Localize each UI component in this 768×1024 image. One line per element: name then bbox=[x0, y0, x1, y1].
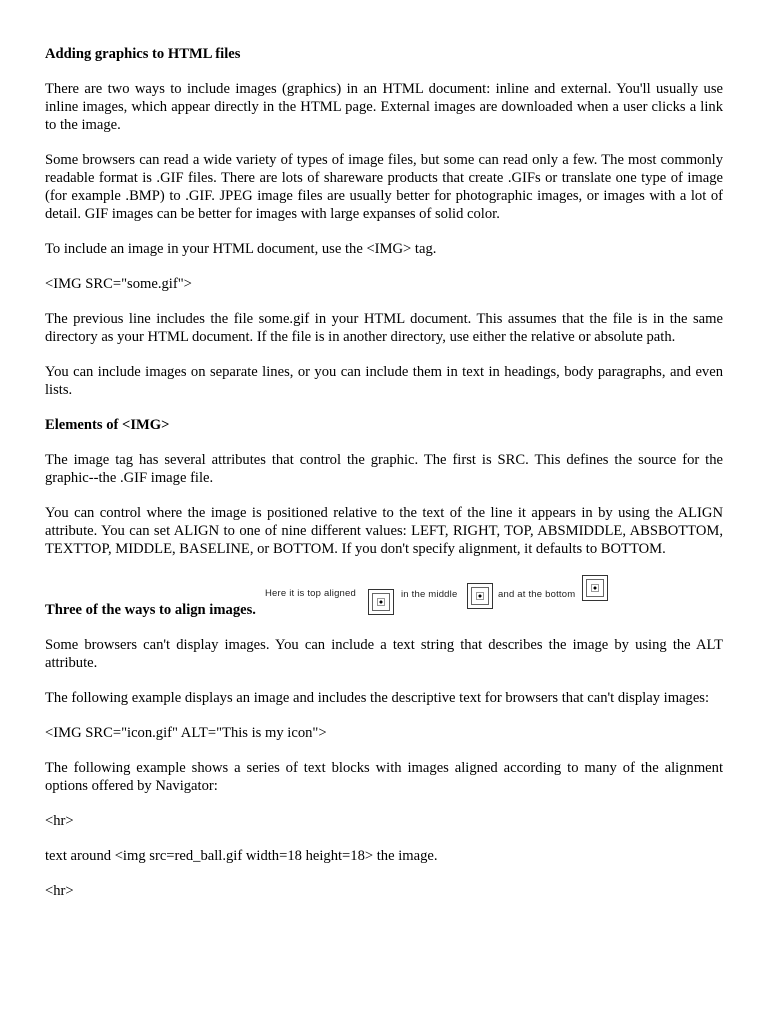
demo-text-bottom: and at the bottom bbox=[498, 589, 576, 600]
code-example-text-around: text around <img src=red_ball.gif width=18 height=18> the image. bbox=[45, 848, 438, 864]
frame-image-icon bbox=[582, 575, 608, 601]
paragraph-separate-lines: You can include images on separate lines, or you can include them in text in headings, body paragraphs, and even lists. bbox=[45, 364, 723, 398]
section-heading-adding-graphics: Adding graphics to HTML files bbox=[45, 46, 241, 62]
paragraph-navigator-alignment: The following example shows a series of text blocks with images aligned according to many of the alignment options offered by Navigator: bbox=[45, 760, 723, 794]
paragraph-img-tag-intro: To include an image in your HTML document, use the <IMG> tag. bbox=[45, 241, 437, 257]
frame-image-icon bbox=[467, 583, 493, 609]
paragraph-inline-external: There are two ways to include images (graphics) in an HTML document: inline and external. You'll usually use inline images, which appear directly in the HTML page. External images are downloaded when a user clicks a link to the image. bbox=[45, 81, 723, 133]
paragraph-alt-attribute: Some browsers can't display images. You can include a text string that describes the image by using the ALT attribute. bbox=[45, 637, 723, 671]
paragraph-image-formats: Some browsers can read a wide variety of types of image files, but some can read only a few. The most commonly readable format is .GIF files. There are lots of shareware products that create .GIFs or translate one type of image (for example .BMP) to .GIF. JPEG image files are usually better for photographic images, or images with a lot of detail. GIF images can be better for images with large expanses of solid color. bbox=[45, 152, 723, 222]
demo-text-middle: in the middle bbox=[401, 589, 458, 600]
paragraph-alt-example-intro: The following example displays an image and includes the descriptive text for browsers that can't display images: bbox=[45, 690, 710, 706]
code-example-hr-2: <hr> bbox=[45, 883, 74, 899]
frame-image-icon bbox=[368, 589, 394, 615]
paragraph-src-attribute: The image tag has several attributes that control the graphic. The first is SRC. This defines the source for the graphic--the .GIF image file. bbox=[45, 452, 723, 486]
paragraph-previous-line: The previous line includes the file some.gif in your HTML document. This assumes that the file is in the same directory as your HTML document. If the file is in another directory, use either the relative or absolute path. bbox=[45, 311, 723, 345]
code-example-img-alt: <IMG SRC="icon.gif" ALT="This is my icon"> bbox=[45, 725, 327, 741]
alignment-caption: Three of the ways to align images. bbox=[45, 602, 256, 618]
code-example-img-src: <IMG SRC="some.gif"> bbox=[45, 276, 192, 292]
section-heading-elements-of-img: Elements of <IMG> bbox=[45, 417, 170, 433]
paragraph-align-attribute: You can control where the image is positioned relative to the text of the line it appears in by using the ALIGN attribute. You can set ALIGN to one of nine different values: LEFT, RIGHT, TOP, ABSMIDDLE, ABSBOTTOM, TEXTTOP, MIDDLE, BASELINE, or BOTTOM. If you don't specify alignment, it defaults to BOTTOM. bbox=[45, 505, 723, 557]
document-page bbox=[45, 45, 723, 917]
code-example-hr-1: <hr> bbox=[45, 813, 74, 829]
alignment-example-figure bbox=[45, 575, 723, 619]
demo-text-top-aligned: Here it is top aligned bbox=[265, 588, 357, 599]
